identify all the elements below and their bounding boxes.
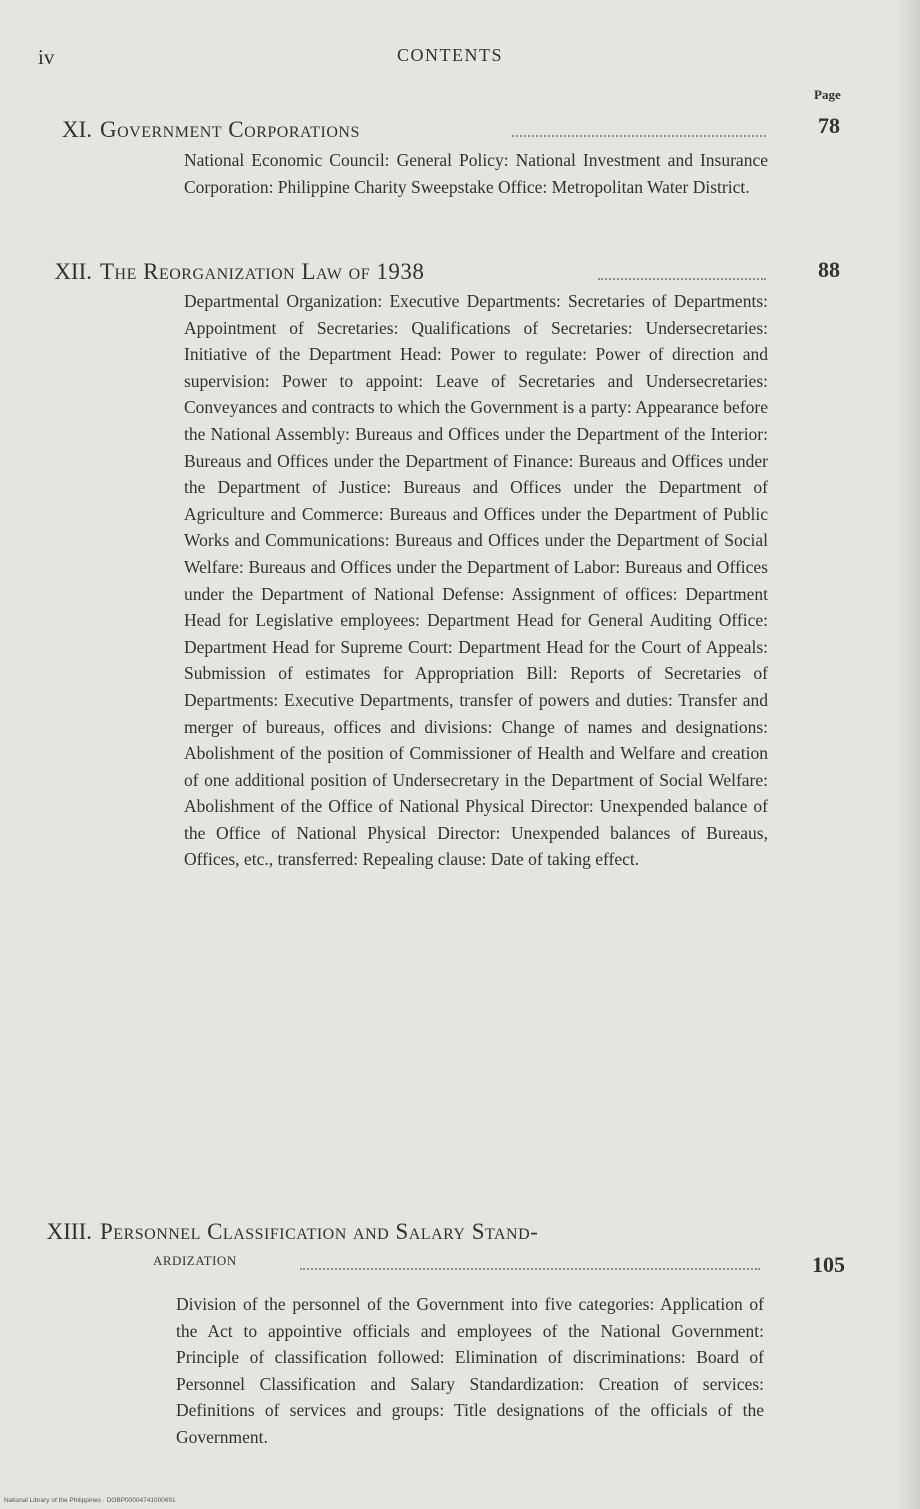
chapter-number: XII. <box>54 259 92 284</box>
dot-leader <box>598 278 766 280</box>
chapter-number: XIII. <box>46 1219 92 1244</box>
chapter-description: National Economic Council: General Policy: National Investment and Insurance Corporation: Philippine Charity Sweepstake Office: Metropolitan Water District. <box>184 150 768 197</box>
chapter-name-continued: ardization <box>153 1249 237 1270</box>
chapter-name: Government Corporations <box>100 117 360 142</box>
running-head: CONTENTS <box>397 45 503 65</box>
page-folio: iv <box>38 45 55 69</box>
page-edge-shadow <box>896 0 920 1509</box>
chapter-number: XI. <box>61 117 92 142</box>
page-column-label: Page <box>814 87 841 102</box>
chapter-name: Personnel Classification and Salary Stand- <box>100 1219 539 1244</box>
chapter-title-xiii[interactable] <box>40 1219 538 1245</box>
chapter-page-number: 105 <box>812 1252 845 1277</box>
chapter-description: Departmental Organization: Executive Departments: Secretaries of Departments: Appointment of Secretaries: Qualifications of Secretaries: Undersecretaries: Initiative of the Department Head: Power to regulate: Power of direction and supervision: Power to appoint: Leave of Secretaries and Undersecretaries: Conveyances and contracts to which the Government is a party: Appearance before the National Assembly: Bureaus and Offices under the Department of the Interior: Bureaus and Offices under the Department of Finance: Bureaus and Offices under the Department of Justice: Bureaus and Offices under the Department of Agriculture and Commerce: Bureaus and Offices under the Department of Public Works and Communications: Bureaus and Offices under the Department of Social Welfare: Bureaus and Offices under the Department of Labor: Bureaus and Offices under the Department of National Defense: Assignment of offices: Department Head for Legislative employees: Department Head for General Auditing Office: Department Head for Supreme Court: Department Head for the Court of Appeals: Submission of estimates for Appropriation Bill: Reports of Secretaries of Departments: Executive Departments, transfer of powers and duties: Transfer and merger of bureaus, offices and divisions: Change of names and designations: Abolishment of the position of Commissioner of Health and Welfare and creation of one additional position of Undersecretary in the Department of Social Welfare: Abolishment of the Office of National Physical Director: Unexpended balance of the Office of National Physical Director: Unexpended balances of Bureaus, Offices, etc., transferred: Repealing clause: Date of taking effect. <box>184 291 768 870</box>
chapter-title-xiii-continued[interactable] <box>153 1249 237 1271</box>
chapter-page-number: 78 <box>818 113 840 138</box>
chapter-title-xi[interactable] <box>40 117 360 143</box>
dot-leader <box>300 1268 760 1270</box>
chapter-title-xii[interactable] <box>40 259 424 285</box>
library-stamp: National Library of the Philippines · DOBP00004741000691 <box>4 1497 176 1504</box>
dot-leader <box>512 135 766 137</box>
chapter-page-number: 88 <box>818 257 840 282</box>
chapter-name: The Reorganization Law of 1938 <box>100 259 425 284</box>
chapter-description: Division of the personnel of the Government into five categories: Application of the Act to appointive officials and employees of the National Government: Principle of classification followed: Elimination of discriminations: Board of Personnel Classification and Salary Standardization: Creation of services: Definitions of services and groups: Title designations of the officials of the Government. <box>176 1294 764 1447</box>
